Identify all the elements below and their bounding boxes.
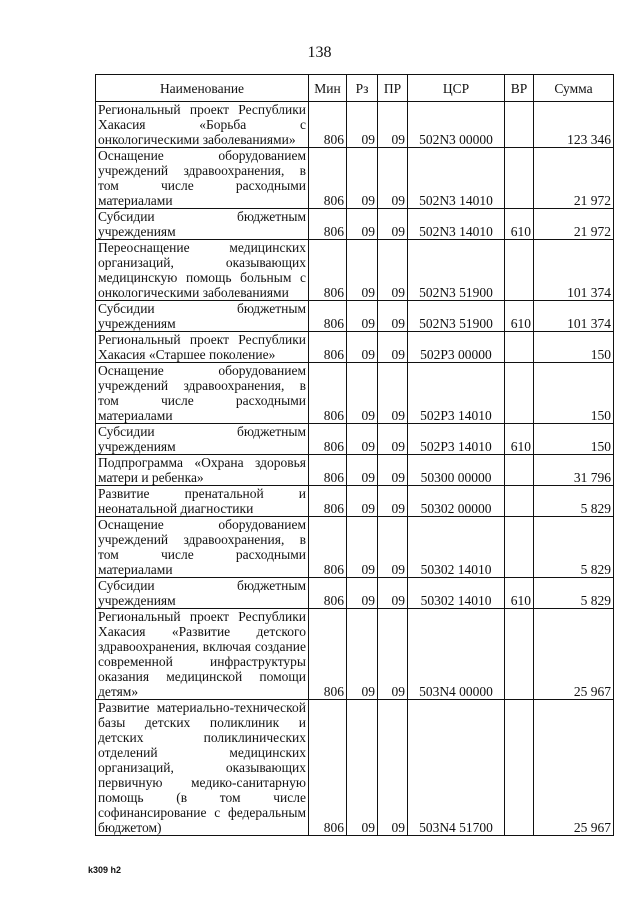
row-sum: 101 374 [534,301,614,332]
row-csr: 502N3 14010 [408,209,505,240]
row-rz: 09 [347,148,378,209]
header-vr: ВР [505,75,534,102]
row-csr: 502N3 51900 [408,301,505,332]
row-rz: 09 [347,332,378,363]
header-csr: ЦСР [408,75,505,102]
row-vr: 610 [505,301,534,332]
row-min: 806 [309,578,347,609]
header-sum: Сумма [534,75,614,102]
row-rz: 09 [347,700,378,836]
row-pr: 09 [378,148,408,209]
row-pr: 09 [378,301,408,332]
row-vr [505,455,534,486]
row-vr [505,700,534,836]
row-pr: 09 [378,102,408,148]
row-sum: 25 967 [534,700,614,836]
row-rz: 09 [347,424,378,455]
row-name: Оснащение оборудованием учреждений здравоохранения, в том числе расходными материалами [96,148,309,209]
row-rz: 09 [347,209,378,240]
table-row [96,700,614,836]
row-sum: 150 [534,424,614,455]
row-pr: 09 [378,332,408,363]
row-name: Субсидии бюджетным учреждениям [96,301,309,332]
row-min: 806 [309,363,347,424]
row-name: Субсидии бюджетным учреждениям [96,209,309,240]
row-pr: 09 [378,578,408,609]
row-rz: 09 [347,240,378,301]
row-vr [505,148,534,209]
row-sum: 5 829 [534,486,614,517]
row-pr: 09 [378,609,408,700]
row-rz: 09 [347,455,378,486]
table-row [96,240,614,301]
row-csr: 502N3 14010 [408,148,505,209]
row-pr: 09 [378,486,408,517]
row-min: 806 [309,486,347,517]
row-pr: 09 [378,240,408,301]
row-vr [505,609,534,700]
row-sum: 5 829 [534,578,614,609]
row-name: Развитие материально-технической базы детских поликлиник и детских поликлинических отделений медицинских организаций, оказывающих первичную медико-санитарную помощь (в том числе софинансирование с федеральным бюджетом) [96,700,309,836]
row-min: 806 [309,102,347,148]
row-sum: 5 829 [534,517,614,578]
row-rz: 09 [347,102,378,148]
table-row [96,486,614,517]
row-csr: 50302 14010 [408,578,505,609]
header-rz: Рз [347,75,378,102]
row-pr: 09 [378,700,408,836]
row-name: Оснащение оборудованием учреждений здравоохранения, в том числе расходными материалами [96,363,309,424]
header-min: Мин [309,75,347,102]
row-min: 806 [309,700,347,836]
row-csr: 502P3 14010 [408,424,505,455]
row-min: 806 [309,209,347,240]
row-sum: 31 796 [534,455,614,486]
row-min: 806 [309,240,347,301]
row-rz: 09 [347,609,378,700]
row-name: Региональный проект Республики Хакасия «Старшее поколение» [96,332,309,363]
header-pr: ПР [378,75,408,102]
row-sum: 150 [534,332,614,363]
row-csr: 502P3 14010 [408,363,505,424]
row-rz: 09 [347,578,378,609]
row-vr [505,486,534,517]
document-code: k309 h2 [88,865,122,875]
row-csr: 50300 00000 [408,455,505,486]
table-row [96,517,614,578]
row-csr: 503N4 51700 [408,700,505,836]
row-sum: 101 374 [534,240,614,301]
row-vr [505,102,534,148]
row-pr: 09 [378,209,408,240]
row-sum: 123 346 [534,102,614,148]
row-min: 806 [309,455,347,486]
row-sum: 150 [534,363,614,424]
table-row [96,424,614,455]
row-min: 806 [309,609,347,700]
row-name: Региональный проект Республики Хакасия «Развитие детского здравоохранения, включая создание современной инфраструктуры оказания медицинской помощи детям» [96,609,309,700]
table-row [96,609,614,700]
row-vr [505,517,534,578]
row-pr: 09 [378,455,408,486]
row-min: 806 [309,424,347,455]
row-name: Субсидии бюджетным учреждениям [96,424,309,455]
row-name: Подпрограмма «Охрана здоровья матери и ребенка» [96,455,309,486]
row-sum: 25 967 [534,609,614,700]
page-number: 138 [307,44,332,61]
table-row [96,578,614,609]
row-sum: 21 972 [534,209,614,240]
row-pr: 09 [378,363,408,424]
row-rz: 09 [347,301,378,332]
row-name: Развитие пренатальной и неонатальной диагностики [96,486,309,517]
row-csr: 502P3 00000 [408,332,505,363]
row-pr: 09 [378,517,408,578]
table-row [96,455,614,486]
row-vr: 610 [505,209,534,240]
row-csr: 50302 00000 [408,486,505,517]
table-row [96,148,614,209]
row-rz: 09 [347,486,378,517]
row-csr: 502N3 00000 [408,102,505,148]
row-min: 806 [309,148,347,209]
table-row [96,102,614,148]
row-name: Субсидии бюджетным учреждениям [96,578,309,609]
row-vr: 610 [505,424,534,455]
row-name: Оснащение оборудованием учреждений здравоохранения, в том числе расходными материалами [96,517,309,578]
row-min: 806 [309,301,347,332]
row-name: Региональный проект Республики Хакасия «Борьба с онкологическими заболеваниями» [96,102,309,148]
row-vr [505,240,534,301]
row-vr: 610 [505,578,534,609]
table-row [96,301,614,332]
row-vr [505,363,534,424]
row-rz: 09 [347,363,378,424]
budget-table [95,74,614,836]
row-sum: 21 972 [534,148,614,209]
row-rz: 09 [347,517,378,578]
table-row [96,363,614,424]
table-row [96,209,614,240]
row-min: 806 [309,517,347,578]
row-csr: 50302 14010 [408,517,505,578]
row-csr: 502N3 51900 [408,240,505,301]
row-vr [505,332,534,363]
row-min: 806 [309,332,347,363]
row-name: Переоснащение медицинских организаций, оказывающих медицинскую помощь больным с онкологическими заболеваниями [96,240,309,301]
table-row [96,332,614,363]
row-csr: 503N4 00000 [408,609,505,700]
header-row [96,75,614,102]
header-name: Наименование [96,75,309,102]
row-pr: 09 [378,424,408,455]
